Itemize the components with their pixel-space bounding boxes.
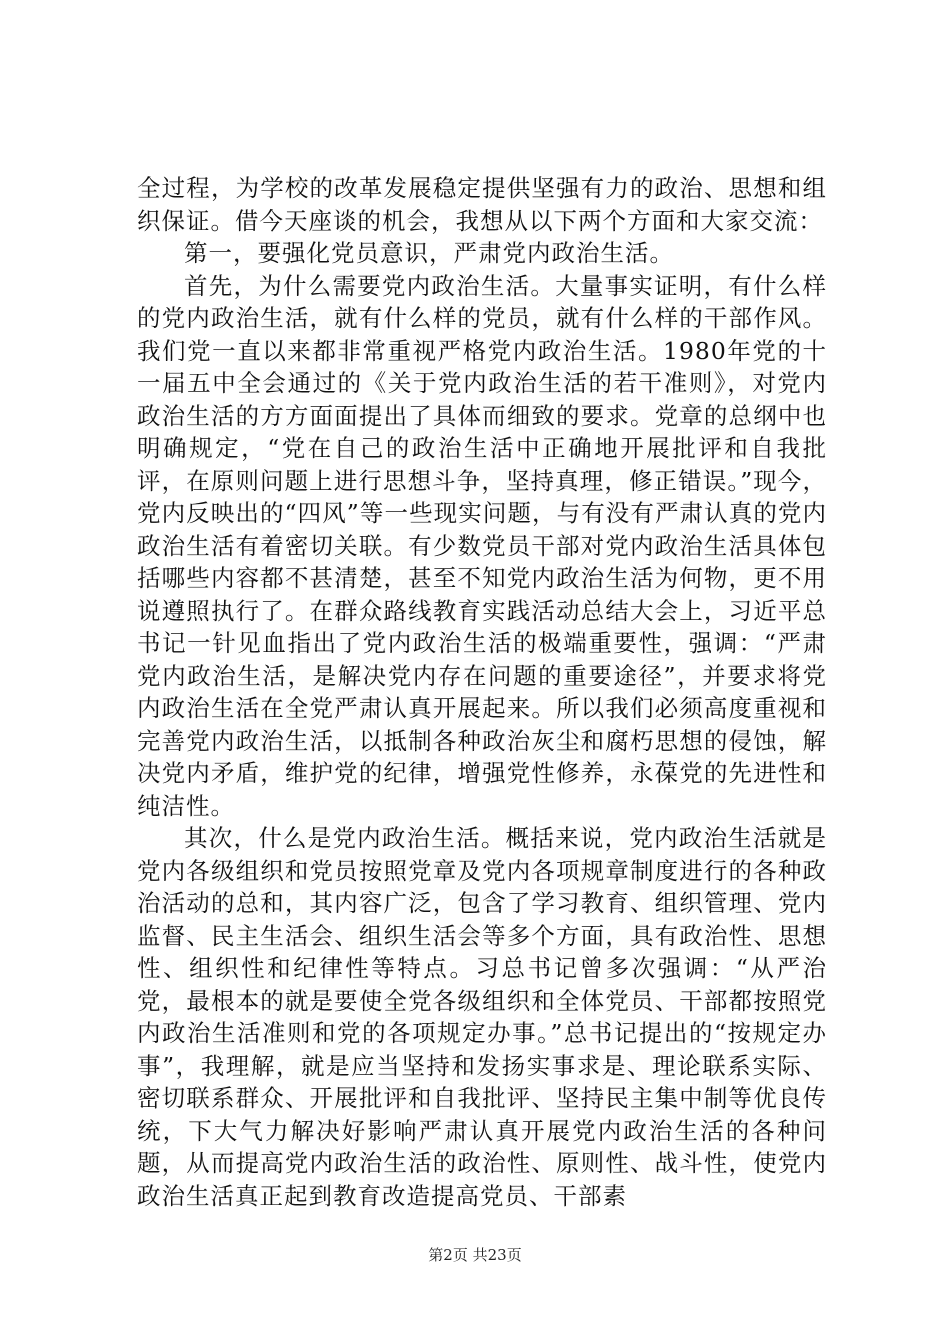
paragraph-intro: 全过程，为学校的改革发展稳定提供坚强有力的政治、思想和组织保证。借今天座谈的机会，我想从以下两个方面和大家交流： — [137, 174, 827, 235]
paragraph-heading-first: 第一，要强化党员意识，严肃党内政治生活。 — [184, 239, 674, 267]
document-body — [137, 172, 827, 1212]
paragraph-what-political-life: 其次，什么是党内政治生活。概括来说，党内政治生活就是党内各级组织和党员按照党章及党内各项规章制度进行的各种政治活动的总和，其内容广泛，包含了学习教育、组织管理、党内监督、民主生活会、组织生活会等多个方面，具有政治性、思想性、组织性和纪律性等特点。习总书记曾多次强调：“从严治党，最根本的就是要使全党各级组织和全体党员、干部都按照党内政治生活准则和党的各项规定办事。”总书记提出的“按规定办事”，我理解，就是应当坚持和发扬实事求是、理论联系实际、密切联系群众、开展批评和自我批评、坚持民主集中制等优良传统，下大气力解决好影响严肃认真开展党内政治生活的各种问题，从而提高党内政治生活的政治性、原则性、战斗性，使党内政治生活真正起到教育改造提高党员、干部素 — [137, 824, 827, 1210]
page-number-footer: 第2页 共23页 — [428, 1246, 522, 1264]
paragraph-why-political-life: 首先，为什么需要党内政治生活。大量事实证明，有什么样的党内政治生活，就有什么样的党员，就有什么样的干部作风。我们党一直以来都非常重视严格党内政治生活。1980年党的十一届五中全会通过的《关于党内政治生活的若干准则》，对党内政治生活的方方面面提出了具体而细致的要求。党章的总纲中也明确规定，“党在自己的政治生活中正确地开展批评和自我批评，在原则问题上进行思想斗争，坚持真理，修正错误。”现今，党内反映出的“四风”等一些现实问题，与有没有严肃认真的党内政治生活有着密切关联。有少数党员干部对党内政治生活具体包括哪些内容都不甚清楚，甚至不知党内政治生活为何物，更不用说遵照执行了。在群众路线教育实践活动总结大会上，习近平总书记一针见血指出了党内政治生活的极端重要性，强调：“严肃党内政治生活，是解决党内存在问题的重要途径”，并要求将党内政治生活在全党严肃认真开展起来。所以我们必须高度重视和完善党内政治生活，以抵制各种政治灰尘和腐朽思想的侵蚀，解决党内矛盾，维护党的纪律，增强党性修养，永葆党的先进性和纯洁性。 — [137, 271, 827, 820]
